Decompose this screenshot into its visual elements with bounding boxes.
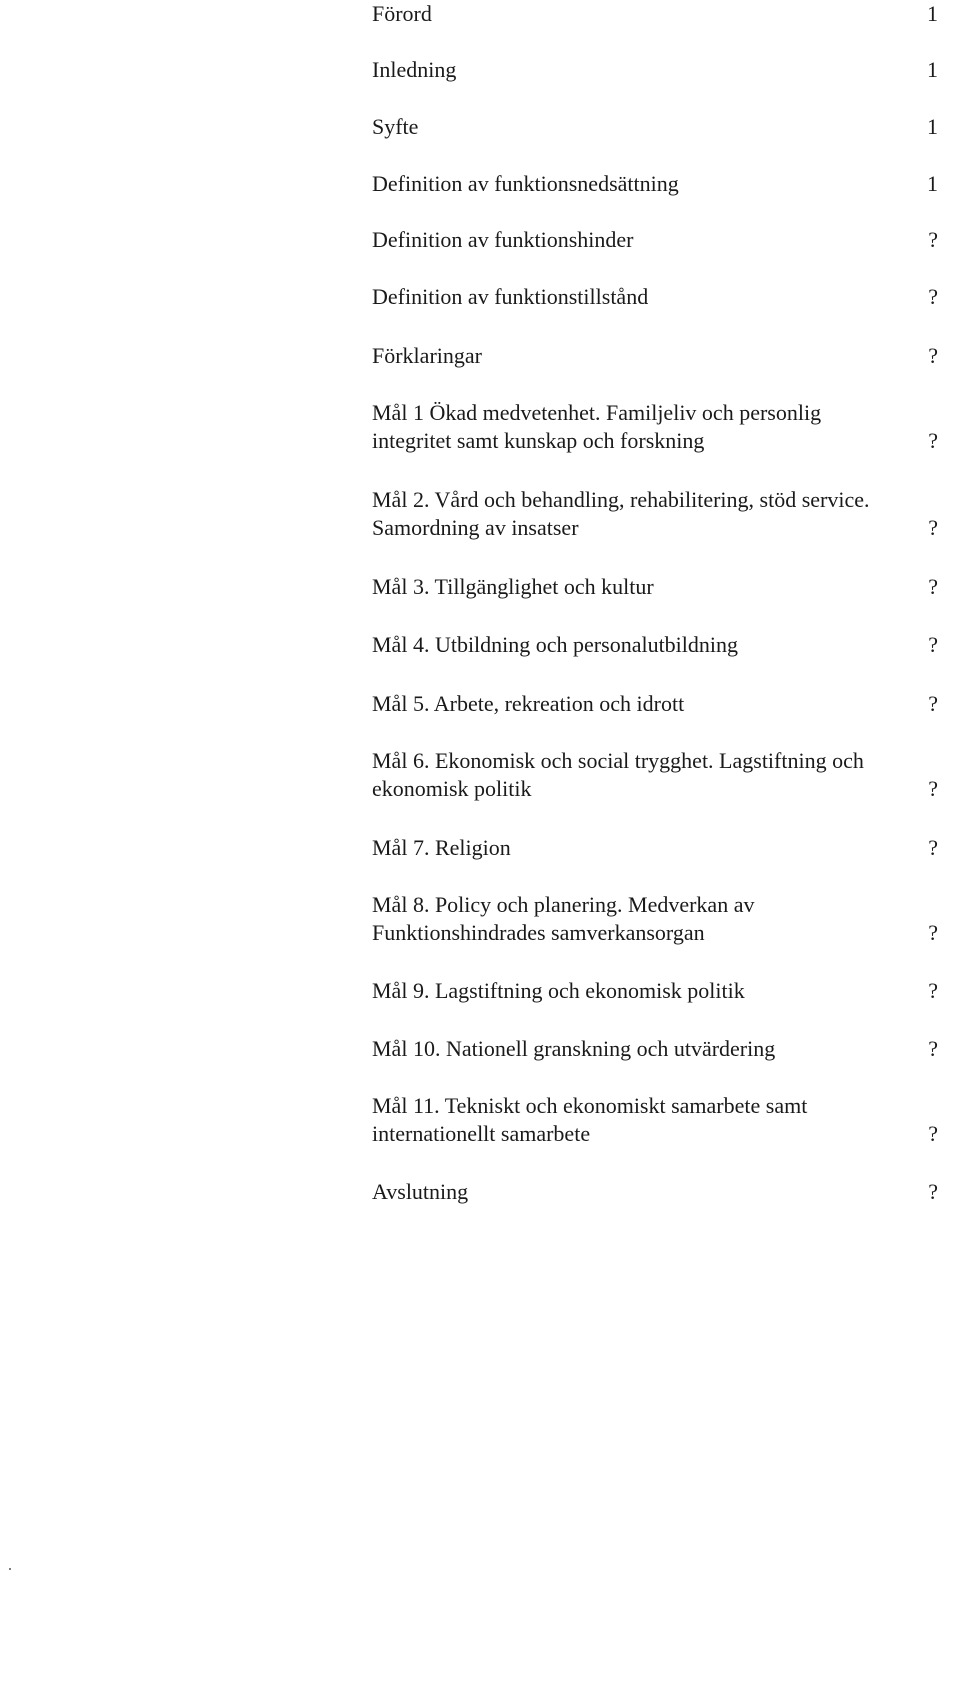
toc-entry-page: ?	[928, 776, 938, 801]
toc-entry-title: Syfte	[372, 114, 419, 139]
toc-entry-page: ?	[928, 227, 938, 252]
toc-entry-page: 1	[927, 114, 938, 139]
toc-entry-mal-9	[372, 977, 938, 1005]
toc-entry-page: ?	[928, 632, 938, 657]
toc-entry-title: Definition av funktionsnedsättning	[372, 171, 679, 196]
toc-entry-forord	[372, 0, 938, 28]
toc-entry-page: ?	[928, 1036, 938, 1061]
toc-entry-page: 1	[927, 57, 938, 82]
scan-speck	[9, 1568, 11, 1570]
toc-entry-page: ?	[928, 284, 938, 309]
toc-entry-title: Inledning	[372, 57, 457, 82]
toc-entry-title: Mål 5. Arbete, rekreation och idrott	[372, 691, 685, 716]
toc-entry-definition-funktionstillstand	[372, 283, 938, 311]
toc-entry-mal-8	[372, 891, 938, 947]
toc-entry-page: ?	[928, 835, 938, 860]
toc-entry-mal-1	[372, 399, 938, 455]
toc-entry-title: Mål 6. Ekonomisk och social trygghet. Lagstiftning och ekonomisk politik	[372, 748, 864, 801]
toc-entry-mal-6	[372, 747, 938, 803]
toc-entry-inledning	[372, 56, 938, 84]
toc-entry-title: Mål 1 Ökad medvetenhet. Familjeliv och personlig integritet samt kunskap och forskning	[372, 400, 822, 453]
toc-entry-title: Förklaringar	[372, 343, 482, 368]
toc-entry-syfte	[372, 113, 938, 141]
toc-entry-title: Definition av funktionstillstånd	[372, 284, 649, 309]
toc-entry-mal-5	[372, 690, 938, 718]
toc-entry-page: ?	[928, 428, 938, 453]
toc-entry-mal-7	[372, 834, 938, 862]
toc-entry-page: ?	[928, 1121, 938, 1146]
toc-entry-mal-3	[372, 573, 938, 601]
toc-entry-page: ?	[928, 515, 938, 540]
toc-entry-title: Definition av funktionshinder	[372, 227, 634, 252]
toc-entry-title: Mål 10. Nationell granskning och utvärdering	[372, 1036, 776, 1061]
toc-entry-definition-funktionshinder	[372, 226, 938, 254]
toc-entry-title: Mål 8. Policy och planering. Medverkan av Funktionshindrades samverkansorgan	[372, 892, 755, 945]
toc-entry-page: ?	[928, 920, 938, 945]
toc-entry-page: ?	[928, 343, 938, 368]
toc-entry-title: Förord	[372, 1, 432, 26]
toc-entry-mal-4	[372, 631, 938, 659]
toc-entry-title: Mål 7. Religion	[372, 835, 511, 860]
toc-entry-page: 1	[927, 1, 938, 26]
toc-entry-mal-11	[372, 1092, 938, 1148]
toc-entry-mal-10	[372, 1035, 938, 1063]
toc-entry-title: Mål 11. Tekniskt och ekonomiskt samarbete samt internationellt samarbete	[372, 1093, 808, 1146]
toc-entry-forklaringar	[372, 342, 938, 370]
toc-entry-page: ?	[928, 574, 938, 599]
toc-entry-definition-funktionsnedsattning	[372, 170, 938, 198]
toc-entry-title: Mål 4. Utbildning och personalutbildning	[372, 632, 739, 657]
toc-entry-page: ?	[928, 978, 938, 1003]
toc-entry-title: Mål 2. Vård och behandling, rehabilitering, stöd service. Samordning av insatser	[372, 487, 870, 540]
toc-entry-mal-2	[372, 486, 938, 542]
toc-entry-page: ?	[928, 1179, 938, 1204]
toc-entry-page: ?	[928, 691, 938, 716]
toc-entry-title: Avslutning	[372, 1179, 469, 1204]
toc-entry-title: Mål 3. Tillgänglighet och kultur	[372, 574, 654, 599]
toc-entry-avslutning	[372, 1178, 938, 1206]
toc-entry-page: 1	[927, 171, 938, 196]
toc-entry-title: Mål 9. Lagstiftning och ekonomisk politik	[372, 978, 745, 1003]
